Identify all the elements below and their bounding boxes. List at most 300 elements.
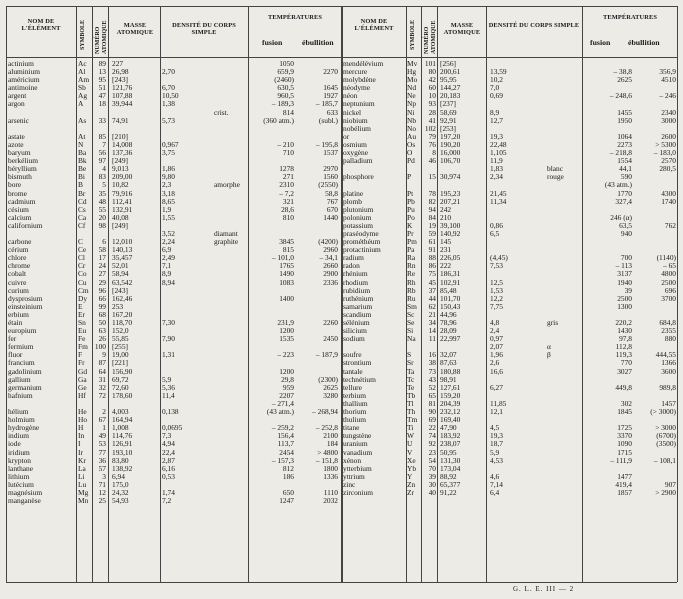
- fusion-temp: 3137: [617, 269, 632, 279]
- atomic-number: 96: [98, 285, 106, 295]
- density: 3,75: [162, 148, 175, 158]
- atomic-number: 50: [98, 318, 106, 327]
- element-name: cuivre: [8, 277, 27, 287]
- density: 7,30: [162, 318, 175, 327]
- table-row: [0, 76, 683, 84]
- element-symbol: In: [78, 431, 85, 441]
- fusion-temp: 770: [620, 358, 632, 368]
- element-name: uranium: [343, 439, 368, 449]
- element-name: bismuth: [8, 172, 32, 182]
- element-symbol: Se: [407, 318, 415, 327]
- fusion-temp: 1083: [279, 277, 294, 287]
- atomic-number: 6: [102, 237, 106, 247]
- element-name: tantale: [343, 366, 363, 376]
- atomic-mass: [249]: [112, 220, 129, 230]
- fusion-temp: 810: [282, 212, 294, 222]
- atomic-number: 31: [98, 374, 106, 384]
- atomic-number: 37: [428, 285, 436, 295]
- density: 8,9: [490, 107, 500, 117]
- atomic-mass: [249]: [112, 156, 129, 166]
- atomic-mass: 107,88: [112, 91, 133, 101]
- element-name: prométhéum: [343, 237, 381, 247]
- element-name: calcium: [8, 212, 32, 222]
- table-row: [0, 327, 683, 335]
- density: 13,59: [490, 67, 507, 77]
- atomic-mass: 242: [440, 204, 452, 214]
- element-symbol: Pt: [407, 188, 414, 198]
- form-note: graphite: [214, 237, 239, 247]
- header-density: DENSITÉ DU CORPS SIMPLE: [172, 22, 236, 36]
- element-name: protactinium: [343, 245, 381, 255]
- atomic-mass: 47,90: [440, 423, 457, 433]
- header-symbol: SYMBOLE: [80, 19, 86, 50]
- element-symbol: Y: [407, 471, 413, 481]
- element-name: erbium: [8, 309, 29, 319]
- element-symbol: Tc: [407, 374, 415, 384]
- element-symbol: B: [78, 180, 83, 190]
- boiling-temp: > 2900: [655, 487, 676, 497]
- boiling-temp: 2336: [323, 277, 338, 287]
- table-row: [0, 351, 683, 359]
- density: 1,9: [162, 204, 172, 214]
- element-symbol: Al: [78, 67, 86, 77]
- atomic-mass: 24,32: [112, 487, 129, 497]
- element-symbol: Br: [78, 188, 86, 198]
- atomic-mass: 4,003: [112, 407, 129, 417]
- density: 1,74: [162, 487, 175, 497]
- element-name: antimoine: [8, 83, 38, 93]
- form-note: α: [547, 342, 551, 352]
- atomic-number: 12: [98, 487, 106, 497]
- element-name: krypton: [8, 455, 31, 465]
- fusion-temp: 1090: [617, 439, 632, 449]
- element-symbol: Er: [78, 309, 85, 319]
- element-name: indium: [8, 431, 29, 441]
- element-symbol: Ca: [78, 212, 87, 222]
- atomic-number: 46: [428, 156, 436, 166]
- fusion-temp: 3370: [617, 431, 632, 441]
- table-row: [0, 133, 683, 141]
- atomic-number: 40: [428, 487, 436, 497]
- atomic-mass: 210: [440, 212, 452, 222]
- atomic-mass: 140,92: [440, 228, 461, 238]
- element-name: néodyme: [343, 83, 371, 93]
- density: 22,48: [490, 139, 507, 149]
- table-row: [0, 117, 683, 125]
- density: 2,3: [162, 180, 172, 190]
- atomic-number: 98: [98, 220, 106, 230]
- atomic-number: 67: [98, 415, 106, 425]
- element-name: arsenic: [8, 115, 29, 125]
- fusion-temp: 3027: [617, 366, 632, 376]
- element-name: vanadium: [343, 447, 373, 457]
- fusion-temp: 1940: [617, 277, 632, 287]
- boiling-temp: – 65: [663, 261, 676, 271]
- fusion-temp: 113,7: [277, 439, 294, 449]
- boiling-temp: 670: [326, 204, 338, 214]
- element-name: holmium: [8, 415, 35, 425]
- element-name: nickel: [343, 107, 362, 117]
- element-symbol: O: [407, 148, 413, 158]
- atomic-number: 43: [428, 374, 436, 384]
- density: 19,3: [490, 131, 503, 141]
- atomic-number: 65: [428, 390, 436, 400]
- density: 7,14: [490, 479, 503, 489]
- element-name: thorium: [343, 407, 367, 417]
- fusion-temp: (2460): [274, 75, 294, 85]
- atomic-mass: 127,61: [440, 382, 461, 392]
- table-row: [0, 246, 683, 254]
- atomic-mass: 132,91: [112, 204, 133, 214]
- element-name: praséodyme: [343, 228, 379, 238]
- element-symbol: Nd: [407, 83, 417, 93]
- element-name: silicium: [343, 326, 367, 336]
- atomic-number: 85: [98, 131, 106, 141]
- element-symbol: Ac: [78, 59, 87, 68]
- table-row: [0, 303, 683, 311]
- density: 0,69: [490, 91, 503, 101]
- element-symbol: Hf: [78, 390, 86, 400]
- fusion-temp: – 113: [615, 261, 632, 271]
- atomic-mass: 98,91: [440, 374, 457, 384]
- atomic-number: 20: [98, 212, 106, 222]
- fusion-temp: (360 atm.): [263, 115, 294, 125]
- fusion-temp: 1200: [279, 326, 294, 336]
- atomic-mass: 69,72: [112, 374, 129, 384]
- atomic-number: 21: [428, 309, 436, 319]
- element-name: mercure: [343, 67, 368, 77]
- element-symbol: Rb: [407, 285, 416, 295]
- density: 8,65: [162, 196, 175, 206]
- table-row: [0, 457, 683, 465]
- atomic-number: 82: [428, 196, 436, 206]
- element-name: osmium: [343, 139, 367, 149]
- element-name: tungstène: [343, 431, 372, 441]
- header-boiling: ébullition: [302, 38, 334, 47]
- element-symbol: Cu: [78, 277, 87, 287]
- table-row: [0, 214, 683, 222]
- atomic-number: 59: [428, 228, 436, 238]
- fusion-temp: 44,1: [619, 164, 632, 174]
- atomic-number: 97: [98, 156, 106, 166]
- fusion-temp: 2500: [617, 293, 632, 303]
- fusion-temp: – 259,2: [271, 423, 294, 433]
- atomic-mass: 112,41: [112, 196, 133, 206]
- density: 6,4: [490, 487, 500, 497]
- element-symbol: Gd: [78, 366, 88, 376]
- table-row: [0, 497, 341, 505]
- density: 0,53: [162, 471, 175, 481]
- header-atomic-mass: MASSE ATOMIQUE: [116, 22, 154, 36]
- atomic-mass: 32,07: [440, 350, 457, 360]
- element-name: einsteinium: [8, 301, 43, 311]
- element-name: sodium: [343, 334, 365, 344]
- fusion-temp: 1200: [279, 366, 294, 376]
- fusion-temp: 1247: [279, 496, 294, 506]
- boiling-temp: (subl.): [318, 115, 338, 125]
- element-symbol: F: [78, 350, 83, 360]
- density: 7,0: [490, 83, 500, 93]
- element-name: iridium: [8, 447, 30, 457]
- element-name: thallium: [343, 398, 368, 408]
- density: 7,2: [162, 496, 172, 506]
- atomic-number: 11: [428, 334, 436, 344]
- density: 9,80: [162, 172, 175, 182]
- atomic-number: 51: [98, 83, 106, 93]
- table-row: [0, 149, 683, 157]
- atomic-mass: 87,63: [440, 358, 457, 368]
- boiling-temp: 2260: [323, 318, 338, 327]
- density: 4,53: [490, 455, 503, 465]
- header-fusion: fusion: [590, 38, 611, 47]
- table-row: [0, 432, 683, 440]
- fusion-temp: – 189,3: [271, 99, 294, 109]
- element-symbol: Ti: [407, 423, 414, 433]
- atomic-number: 19: [428, 220, 436, 230]
- element-symbol: Ce: [78, 245, 87, 255]
- density: 4,8: [490, 318, 500, 327]
- header-atomic-number: NUMÉRO ATOMIQUE: [95, 20, 108, 54]
- element-symbol: Zr: [407, 487, 414, 497]
- atomic-mass: 150,43: [440, 301, 461, 311]
- table-row: [0, 68, 683, 76]
- atomic-mass: 40,08: [112, 212, 129, 222]
- atomic-mass: 1,008: [112, 423, 129, 433]
- element-symbol: As: [78, 115, 87, 125]
- boiling-temp: 3280: [323, 390, 338, 400]
- element-name: béryllium: [8, 164, 37, 174]
- element-symbol: Co: [78, 269, 87, 279]
- density: 4,5: [490, 423, 500, 433]
- fusion-temp: 28,6: [281, 204, 294, 214]
- density: 1,105: [490, 148, 507, 158]
- atomic-number: 41: [428, 115, 436, 125]
- element-name: platine: [343, 188, 364, 198]
- density: 10,50: [162, 91, 179, 101]
- atomic-mass: 106,70: [440, 156, 461, 166]
- boiling-temp: 3000: [661, 115, 676, 125]
- atomic-number: 73: [428, 366, 436, 376]
- fusion-temp: 1554: [617, 156, 632, 166]
- density: 3,18: [162, 188, 175, 198]
- element-name: argon: [8, 99, 25, 109]
- table-row: [0, 109, 683, 117]
- density: 11,4: [162, 390, 175, 400]
- element-name: lanthane: [8, 463, 34, 473]
- atomic-number: 48: [98, 196, 106, 206]
- header-density: DENSITÉ DU CORPS SIMPLE: [488, 22, 580, 29]
- element-name: astate: [8, 131, 25, 141]
- element-name: zinc: [343, 479, 356, 489]
- boiling-temp: 1440: [323, 212, 338, 222]
- atomic-mass: 126,91: [112, 439, 133, 449]
- density: 0,86: [490, 220, 503, 230]
- atomic-number: 47: [98, 91, 106, 101]
- density: 2,07: [490, 342, 503, 352]
- element-symbol: Si: [407, 326, 414, 336]
- density: 7,1: [162, 261, 172, 271]
- fusion-temp: 2273: [617, 139, 632, 149]
- atomic-number: 90: [428, 407, 436, 417]
- atomic-number: 39: [428, 471, 436, 481]
- boiling-temp: > 5300: [655, 139, 676, 149]
- boiling-temp: > 4800: [317, 447, 338, 457]
- atomic-mass: 164,94: [112, 415, 133, 425]
- element-symbol: Sm: [407, 301, 417, 311]
- atomic-number: 69: [428, 415, 436, 425]
- fusion-temp: 186: [282, 471, 294, 481]
- density: 22,4: [162, 447, 175, 457]
- boiling-temp: – 187,9: [315, 350, 338, 360]
- atomic-number: 77: [98, 447, 106, 457]
- element-symbol: Te: [407, 382, 415, 392]
- table-row: [0, 384, 683, 392]
- fusion-temp: 659,9: [277, 67, 294, 77]
- right-element-list: [0, 60, 683, 497]
- atomic-mass: 140,13: [112, 245, 133, 255]
- fusion-temp: 327,4: [615, 196, 632, 206]
- atomic-mass: [255]: [112, 342, 129, 352]
- element-name: soufre: [343, 350, 362, 360]
- table-row: [0, 60, 683, 68]
- atomic-mass: 12,010: [112, 237, 133, 247]
- fusion-temp: 1300: [617, 301, 632, 311]
- element-symbol: Nb: [407, 115, 417, 125]
- element-symbol: Ra: [407, 253, 416, 263]
- atomic-number: 2: [102, 407, 106, 417]
- element-symbol: Pm: [407, 237, 417, 247]
- element-symbol: Sr: [407, 358, 414, 368]
- table-row: [0, 295, 683, 303]
- density: 1,55: [162, 212, 175, 222]
- table-row: [0, 376, 683, 384]
- fusion-temp: 1845: [617, 407, 632, 417]
- element-name: terbium: [343, 390, 366, 400]
- boiling-temp: (1140): [656, 253, 676, 263]
- boiling-temp: 2970: [323, 164, 338, 174]
- element-symbol: Pu: [407, 204, 415, 214]
- boiling-temp: 1110: [323, 487, 338, 497]
- atomic-number: 58: [98, 245, 106, 255]
- table-row: [0, 92, 683, 100]
- atomic-number: 34: [428, 318, 436, 327]
- atomic-number: 86: [428, 261, 436, 271]
- atomic-number: 13: [98, 67, 106, 77]
- element-name: curium: [8, 285, 29, 295]
- boiling-temp: – 195,8: [315, 139, 338, 149]
- boiling-temp: 444,55: [655, 350, 676, 360]
- element-name: dysprosium: [8, 293, 43, 303]
- atomic-number: 38: [428, 358, 436, 368]
- fusion-temp: 302: [620, 398, 632, 408]
- table-row: [0, 359, 683, 367]
- element-name: samarium: [343, 301, 373, 311]
- atomic-mass: 39,100: [440, 220, 461, 230]
- element-name: ruthénium: [343, 293, 374, 303]
- fusion-temp: 1064: [617, 131, 632, 141]
- atomic-mass: 95,95: [440, 75, 457, 85]
- atomic-mass: 232,12: [440, 407, 461, 417]
- element-symbol: Sn: [78, 318, 86, 327]
- fusion-temp: 650: [282, 487, 294, 497]
- boiling-temp: 1800: [323, 463, 338, 473]
- boiling-temp: 1457: [661, 398, 676, 408]
- atomic-mass: 26,98: [112, 67, 129, 77]
- boiling-temp: 3700: [661, 293, 676, 303]
- element-name: hydrogène: [8, 423, 40, 433]
- element-name: rhénium: [343, 269, 368, 279]
- atomic-mass: 20,183: [440, 91, 461, 101]
- atomic-number: 53: [98, 439, 106, 449]
- form-note: β: [547, 350, 551, 360]
- atomic-mass: 137,36: [112, 148, 133, 158]
- element-symbol: A: [78, 99, 84, 109]
- element-symbol: Ho: [78, 415, 88, 425]
- element-name: étain: [8, 318, 23, 327]
- atomic-mass: 85,48: [440, 285, 457, 295]
- element-name: technétium: [343, 374, 376, 384]
- atomic-mass: 156,90: [112, 366, 133, 376]
- atomic-mass: [210]: [112, 131, 129, 141]
- element-name: hafnium: [8, 390, 33, 400]
- element-name: fer: [8, 334, 17, 344]
- boiling-temp: (2550): [318, 180, 338, 190]
- element-name: iode: [8, 439, 21, 449]
- element-symbol: P: [407, 172, 412, 182]
- density: 1,38: [162, 99, 175, 109]
- element-name: or: [343, 131, 350, 141]
- element-name: carbone: [8, 237, 32, 247]
- atomic-number: 44: [428, 293, 436, 303]
- atomic-mass: 190,20: [440, 139, 461, 149]
- table-row: [0, 222, 683, 230]
- table-row: [0, 440, 683, 448]
- fusion-temp: 2310: [279, 180, 294, 190]
- fusion-temp: 1765: [279, 261, 294, 271]
- element-symbol: Mv: [407, 59, 418, 68]
- boiling-temp: – 183,0: [653, 148, 676, 158]
- atomic-mass: 162,46: [112, 293, 133, 303]
- atomic-mass: 144,27: [440, 83, 461, 93]
- fusion-temp: 1725: [617, 423, 632, 433]
- table-row: [0, 465, 683, 473]
- boiling-temp: – 108,1: [653, 455, 676, 465]
- density: 12,5: [490, 277, 503, 287]
- density: (4,45): [490, 253, 508, 263]
- table-row: [0, 311, 683, 319]
- density: 1,86: [162, 164, 175, 174]
- atomic-number: 61: [428, 237, 436, 247]
- element-name: chlore: [8, 253, 27, 263]
- element-name: berkélium: [8, 156, 38, 166]
- element-symbol: Mn: [78, 496, 89, 506]
- element-name: francium: [8, 358, 35, 368]
- fusion-temp: – 157,3: [271, 455, 294, 465]
- element-symbol: Po: [407, 212, 415, 222]
- header-fusion: fusion: [262, 38, 283, 47]
- table-row: [0, 343, 683, 351]
- fusion-temp: 1535: [279, 334, 294, 344]
- atomic-mass: 121,76: [112, 83, 133, 93]
- atomic-mass: [221]: [112, 358, 129, 368]
- element-name: phosphore: [343, 172, 374, 182]
- boiling-temp: 4800: [661, 269, 676, 279]
- element-name: radium: [343, 253, 364, 263]
- fusion-temp: 1430: [617, 326, 632, 336]
- header-boiling: ébullition: [628, 38, 660, 47]
- atomic-mass: 101,70: [440, 293, 461, 303]
- element-name: baryum: [8, 148, 31, 158]
